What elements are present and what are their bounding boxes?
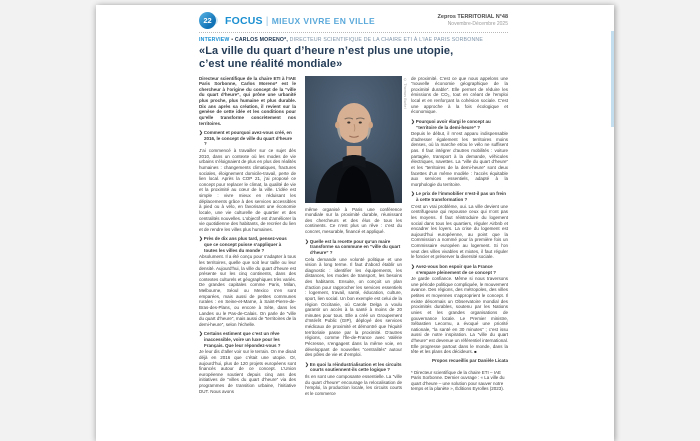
interviewee-name: CARLOS MORENO*,	[234, 37, 289, 43]
headline-line2: c’est une réalité mondiale»	[199, 57, 343, 70]
portrait-photo	[305, 76, 407, 203]
answer-3-continued: même organisé à Paris une conférence mondiale sur la proximité durable, réunissant des chercheurs et des élus de tous les continents. Ce n’est plus un rêve : c’est du concret, mesurable, financé et appliqué.	[305, 206, 402, 234]
section-subtitle: MIEUX VIVRE EN VILLE	[271, 15, 376, 26]
article-headline	[199, 45, 508, 71]
question-4-text: Quelle est la recette pour qu’un maire transforme sa commune en “ville du quart d’heure” ?	[309, 238, 401, 255]
question-8-text: Avez-vous bon espoir que la France s’empare pleinement de ce concept ?	[415, 263, 497, 275]
page-edge-strip	[611, 31, 614, 127]
question-5	[305, 362, 402, 373]
answer-7: C’est un vrai problème, oui. La ville devient une centrifugeuse qui repousse ceux qui n’ont pas les moyens. Il faut réintroduire du logement social dans tous les quartiers, réguler Airbnb et encadrer les loyers. La crise du logement est aujourd’hui européenne, au point que la Commission a nommé pour la première fois un Commissaire européen au logement. Si l’on veut des villes vivables et mixtes, il faut réguler le foncier et préserver la diversité sociale.	[411, 203, 508, 260]
footnote: * Directeur scientifique de la chaire ETI – IAE Paris Sorbonne. Dernier ouvrage : « La ville du quart d’heure – une solution pour sauver notre temps et la planète », Éditions Eyrolles (2023).	[411, 369, 505, 392]
interview-kicker	[199, 37, 508, 43]
question-bullet-icon: ❯	[411, 263, 415, 269]
issue-info	[438, 14, 508, 27]
headline-line1: «La ville du quart d’heure n’est plus une utopie,	[199, 45, 454, 57]
magazine-page	[96, 5, 614, 441]
header-divider	[199, 32, 508, 33]
column-1	[199, 76, 296, 398]
portrait-illustration	[305, 76, 402, 203]
answer-3: Je leur dis d’aller voir sur le terrain. On me disait déjà en 2016 que c’était une utopie. Or, aujourd’hui, plus de 120 projets européens sont financés autour de ce concept. L’Union européenne soutient depuis cinq ans des initiatives de “villes du quart d’heure” via des programmes de transition urbaine, l’initiative DUT. Nous avons	[199, 349, 296, 394]
section-label: FOCUS	[225, 14, 263, 27]
article-intro: Directeur scientifique de la chaire ETI à l’IAE Paris Sorbonne, Carlos Moreno* est le chercheur à l’origine du concept de la “ville du quart d’heure”, qui prône une urbanité plus proche, plus humaine et plus durable. Dix ans après sa création, il revient sur la genèse de cette idée et les conditions pour qu’elle transforme concrètement nos territoires.	[199, 75, 296, 126]
question-bullet-icon: ❯	[199, 130, 203, 136]
question-bullet-icon: ❯	[199, 331, 203, 337]
question-3-text: Certains estiment que c’est un rêve inaccessible, voire un luxe pour les Français. Que leur répondez-vous ?	[203, 331, 281, 348]
page-content	[199, 9, 508, 398]
interviewee-role: DIRECTEUR SCIENTIFIQUE DE LA CHAIRE ETI À L’IAE PARIS SORBONNE	[288, 37, 483, 43]
section-title	[225, 15, 375, 27]
page-number-badge: 22	[199, 12, 216, 29]
section-separator: |	[265, 14, 269, 27]
byline: Propos recueillis par Danièle Licata	[431, 357, 508, 363]
answer-8-text: Je garde confiance. Même si nous traversons une période politique compliquée, le mouvement avance. Des régions, des métropoles, des villes petites et moyennes s’approprient le concept. Il existe désormais un Observatoire mondial des proximités durables, soutenu par les Nations unies et les grandes organisations de gouvernance locale. Le Premier ministre, Sébastien Lecornu, a évoqué une priorité nationale, “la santé en 30 minutes” ; c’est issu aussi de notre inspiration. La “ville du quart d’heure” est devenue un référentiel international. Elle progresse partout dans le monde, dans la tête et les plans des décideurs.	[411, 276, 508, 355]
question-bullet-icon: ❯	[411, 191, 415, 197]
page-header	[199, 9, 508, 29]
question-1-text: Comment et pourquoi avez-vous créé, en 2016, le concept de ville du quart d’heure ?	[203, 130, 293, 147]
question-7-text: Le prix de l’immobilier n’est-il pas un frein à cette transformation ?	[415, 191, 507, 202]
question-1	[199, 130, 296, 147]
question-6-text: Pourquoi avoir élargi le concept au “territoire de la demi-heure” ?	[415, 118, 491, 130]
question-bullet-icon: ❯	[411, 118, 415, 124]
answer-6: Depuis le début, il m’est apparu indispensable d’adresser également les territoires moins denses, où la marche et/ou le vélo ne suffisent pas. Il faut intégrer d’autres mobilités : voiture partagée, transport à la demande, véhicules électriques, navettes. La “ville du quart d’heure” et les “territoires de la demi-heure” sont deux facettes d’un même modèle : l’accès équitable aux services essentiels, adapté à la morphologie du territoire.	[411, 131, 508, 187]
question-bullet-icon: ❯	[199, 236, 203, 242]
question-bullet-icon: ❯	[305, 238, 309, 244]
answer-8	[411, 276, 508, 355]
column-2	[305, 76, 407, 398]
answer-2: Absolument. Il a été conçu pour s’adapter à tous les territoires, quelle que soit leur taille ou leur densité. Aujourd’hui, la ville du quart d’heure est présente sur les cinq continents, dans des contextes culturels et géographiques très variés. De grandes capitales comme Paris, Milan, Melbourne, Séoul ou Mexico s’en sont emparées, mais aussi de petites communes rurales : en Seine-et-Marne, à Saint-Pierre-de-Bras-des-Plans, ou encore à Sète, dans les Landes ou le Pas-de-Calais. On parle de “ville du quart d’heure”, mais aussi de “territoires de la demi-heure”, selon l’échelle.	[199, 254, 296, 327]
question-5-text: En quoi la réindustrialisation et les circuits courts soutiennent-ils cette logique ?	[309, 361, 402, 373]
kicker-bullet: •	[231, 37, 234, 43]
column-3	[411, 76, 508, 398]
issue-date: Novembre-Décembre 2025	[447, 20, 508, 27]
article-columns	[199, 76, 508, 398]
answer-5-continued: de proximité. C’est ce que nous appelons une “nouvelle économie géographique de la proximité durable”. Elle permet de réduire les émissions de CO₂, tout en créant de l’emploi local et en renforçant la cohésion sociale. C’est une approche à la fois écologique et économique.	[411, 75, 508, 115]
photo-credit: © Thomas Bartel	[403, 77, 407, 109]
answer-1: J’ai commencé à travailler sur ce sujet dès 2010, dans un contexte où les modes de vie urbains s’éloignaient de plus en plus des réalités humaines : changements climatiques, fractures sociales, éloignement domicile-travail, perte de lien local. Après la COP 21, j’ai proposé ce concept pour replacer le climat, la qualité de vie et la proximité au cœur de la ville. L’idée est simple : vivre mieux en réduisant les déplacements grâce à des services accessibles à pied ou à vélo, en favorisant une économie locale, une vie culturelle de quartier et des centralités nouvelles. L’objectif est d’améliorer la vie quotidienne des habitants, de recréer du lien et de rendre les villes plus humaines.	[199, 148, 296, 232]
kicker-label: INTERVIEW	[199, 37, 230, 43]
question-bullet-icon: ❯	[305, 361, 309, 367]
question-4	[305, 239, 402, 256]
question-2	[199, 236, 296, 253]
answer-5: Ils en sont une composante essentielle. La “ville du quart d’heure” encourage la relocalisation de l’emploi, la production locale, les circuits courts et le commerce	[305, 374, 402, 396]
issue-title: Zepros TERRITORIAL N°48	[437, 13, 508, 20]
answer-4: Cela demande une volonté politique et une vision à long terme. Il faut d’abord établir un diagnostic : identifier les équipements, les distances, les modes de transport, les besoins des habitants. Ensuite, on conçoit un plan d’action pour rapprocher les services essentiels : logement, travail, santé, éducation, culture, sport, lien social. Un bon exemple est celui de la région Occitanie, où Carole Delga a voulu garantir un accès à la santé à moins de 20 minutes pour tous. Elle a créé un Groupement d’Intérêt Public (GIP), déployé des services médicaux de proximité et démontré que l’équité territoriale passe par la proximité. D’autres régions, comme l’Île-de-France avec Valérie Pécresse, s’engagent dans la même voie, en développant de nouvelles “centralités” autour des pôles de vie et d’emploi.	[305, 256, 402, 358]
question-3	[199, 331, 296, 348]
question-7	[411, 191, 508, 202]
question-8	[411, 264, 508, 275]
question-2-text: Près de dix ans plus tard, pensez-vous que ce concept puisse s’appliquer à toutes les villes du monde ?	[203, 236, 287, 253]
question-6	[411, 119, 508, 130]
end-mark: ■	[474, 349, 477, 355]
